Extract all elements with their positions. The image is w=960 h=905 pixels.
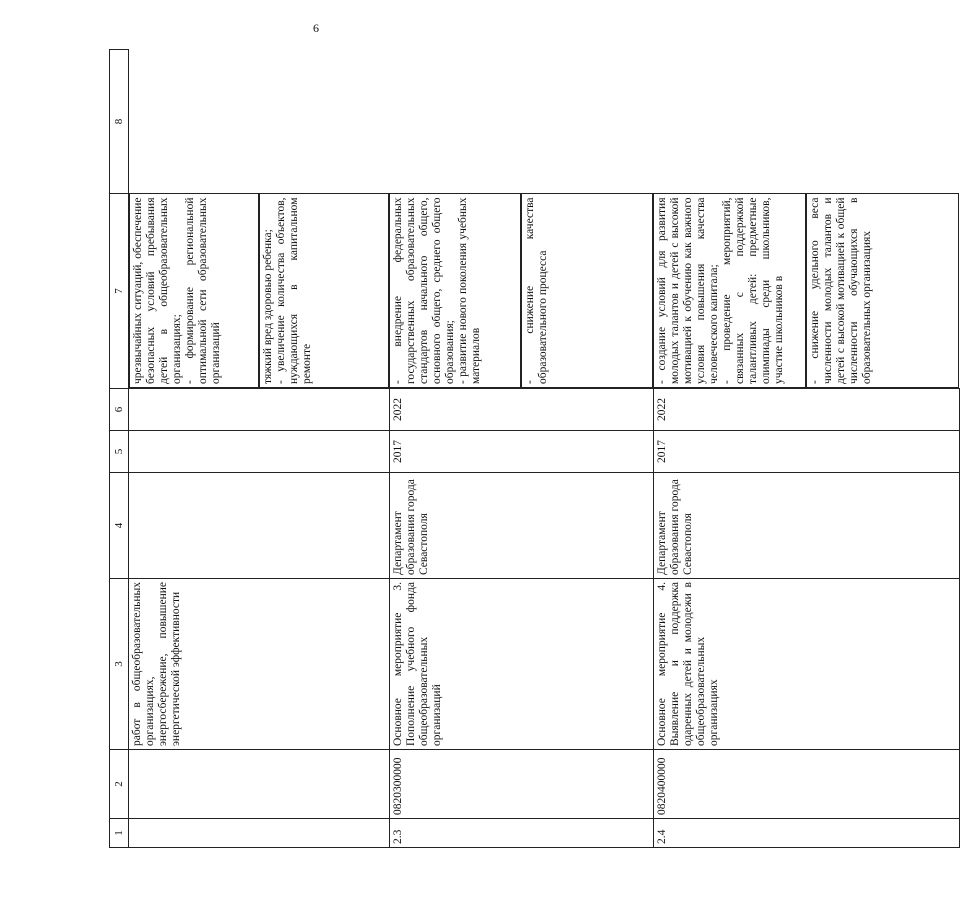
rotated-table-container [109, 50, 873, 848]
measure-name-cell: Основное мероприятие 3. Пополнение учебного фонда общеобразовательных организаций [389, 579, 653, 750]
executor-cell: Департамент образования города Севастополя [653, 473, 959, 579]
start-year-cell [129, 431, 390, 473]
start-year-cell: 2017 [653, 431, 959, 473]
table-header-row [110, 50, 129, 848]
header-cell: 3 [110, 579, 129, 750]
header-cell: 2 [110, 750, 129, 819]
consequence-cell: тяжкий вред здоровью ребенка; - увеличение количества объектов, нуждающихся в капитальном ремонте [259, 194, 389, 389]
executor-cell: Департамент образования города Севастополя [389, 473, 653, 579]
table-row [653, 50, 959, 848]
expected-result-cell: чрезвычайных ситуаций, обеспечение безопасных условий пребывания детей в общеобразовательных организациях; - формирование региональной оптимальной сети образовательных организаций [129, 194, 259, 389]
code-cell: 0820400000 [653, 750, 959, 819]
page-number: 6 [313, 21, 319, 35]
measure-name-cell: работ в общеобразовательных организациях, энергосбережение, повышение энергетической эффективности [129, 579, 390, 750]
end-year-cell: 2022 [653, 389, 959, 431]
header-cell: 5 [110, 431, 129, 473]
row-number-cell: 2.3 [389, 819, 653, 848]
expected-result-cell: - внедрение федеральных государственных образовательных стандартов начального общего, основного общего, среднего общего образования; - развитие нового поколения учебных материалов [389, 194, 521, 389]
row-number-cell: 2.4 [653, 819, 959, 848]
header-cell: 4 [110, 473, 129, 579]
table-row [389, 50, 653, 848]
end-year-cell: 2022 [389, 389, 653, 431]
consequence-cell: - снижение качества образовательного процесса [521, 194, 653, 389]
table-row [129, 50, 390, 848]
header-cell: 1 [110, 819, 129, 848]
header-cell: 7 [110, 194, 129, 389]
consequence-cell: - снижение удельного веса численности молодых талантов и детей с высокой мотивацией к общей численности обучающихся в образовательных организациях [806, 194, 959, 389]
code-cell [129, 750, 390, 819]
measure-name-cell: Основное мероприятие 4. Выявление и поддержка одаренных детей и молодежи в общеобразовательных организациях [653, 579, 959, 750]
header-cell: 8 [110, 50, 129, 194]
start-year-cell: 2017 [389, 431, 653, 473]
measures-table [109, 49, 960, 848]
executor-cell [129, 473, 390, 579]
end-year-cell [129, 389, 390, 431]
header-cell: 6 [110, 389, 129, 431]
row-number-cell [129, 819, 390, 848]
expected-result-cell: - создание условий для развития молодых талантов и детей с высокой мотивацией к обучению как важного условия повышения качества человеческого капитала; - проведение мероприятий, связанных с поддержкой талантливых детей: предметные олимпиады среди школьников, участие школьников в [653, 194, 806, 389]
code-cell: 0820300000 [389, 750, 653, 819]
